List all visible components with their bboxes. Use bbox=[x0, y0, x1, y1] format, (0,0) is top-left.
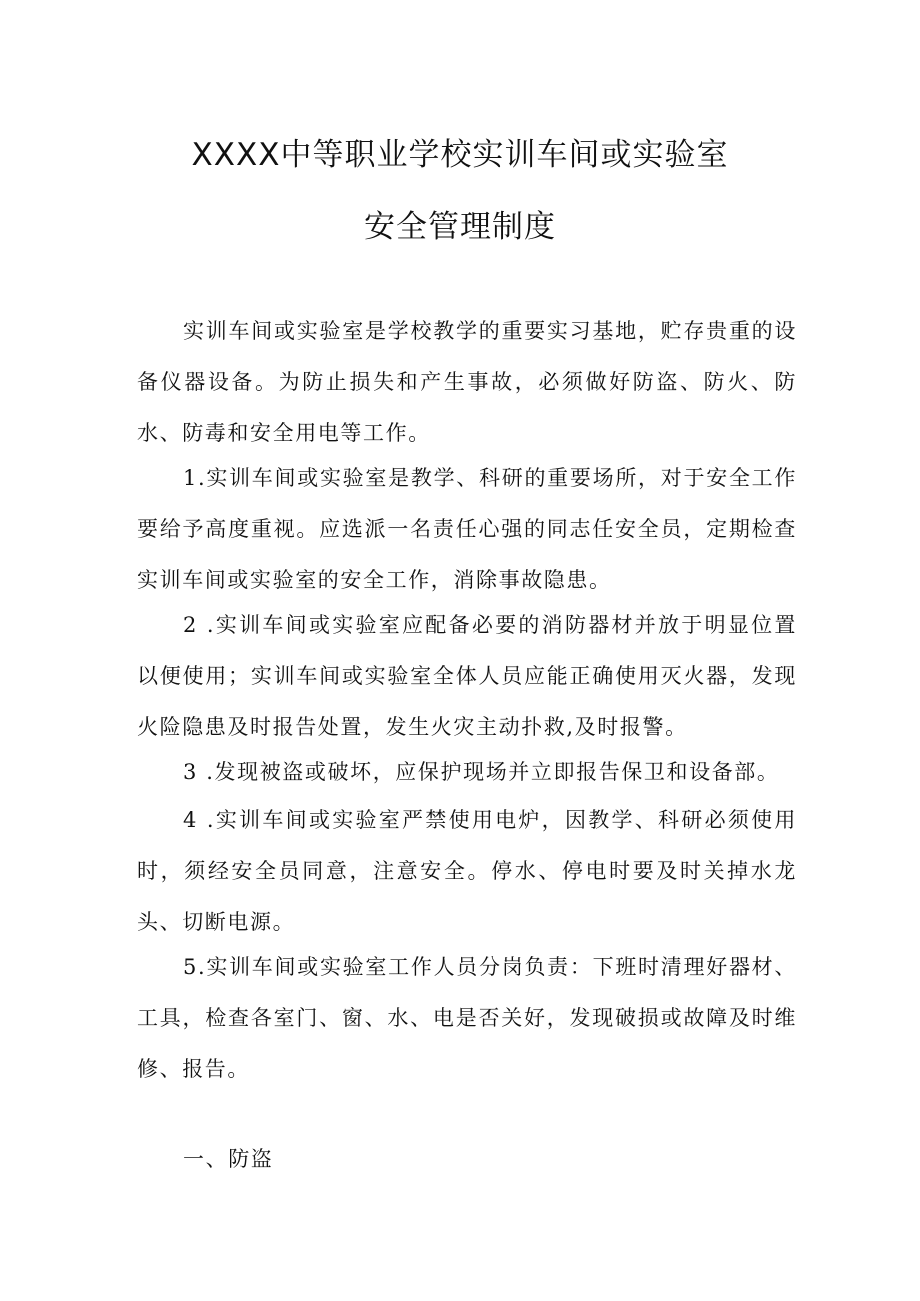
section-heading: 一、防盗 bbox=[183, 1147, 274, 1171]
document-title-line2: 安全管理制度 bbox=[364, 209, 556, 245]
document-title-line1: XXXX中等职业学校实训车间或实验室 bbox=[191, 137, 729, 173]
rule-paragraph-1: 1.实训车间或实验室是教学、科研的重要场所，对于安全工作要给予高度重视。应选派一名责任心强的同志任安全员，定期检查实训车间或实验室的安全工作，消除事故隐患。 bbox=[137, 466, 797, 592]
intro-paragraph: 实训车间或实验室是学校教学的重要实习基地，贮存贵重的设备仪器设备。为防止损失和产生事故，必须做好防盗、防火、防水、防毒和安全用电等工作。 bbox=[137, 319, 797, 445]
rule-paragraph-2: 2 .实训车间或实验室应配备必要的消防器材并放于明显位置以便使用；实训车间或实验室全体人员应能正确使用灭火器，发现火险隐患及时报告处置，发生火灾主动扑救,及时报警。 bbox=[137, 613, 797, 739]
rule-paragraph-4: 4 .实训车间或实验室严禁使用电炉，因教学、科研必须使用时，须经安全员同意，注意安全。停水、停电时要及时关掉水龙头、切断电源。 bbox=[137, 808, 797, 934]
rule-paragraph-3: 3 .发现被盗或破坏，应保护现场并立即报告保卫和设备部。 bbox=[183, 760, 780, 784]
rule-paragraph-5: 5.实训车间或实验室工作人员分岗负责：下班时清理好器材、工具，检查各室门、窗、水、电是否关好，发现破损或故障及时维修、报告。 bbox=[137, 955, 797, 1081]
